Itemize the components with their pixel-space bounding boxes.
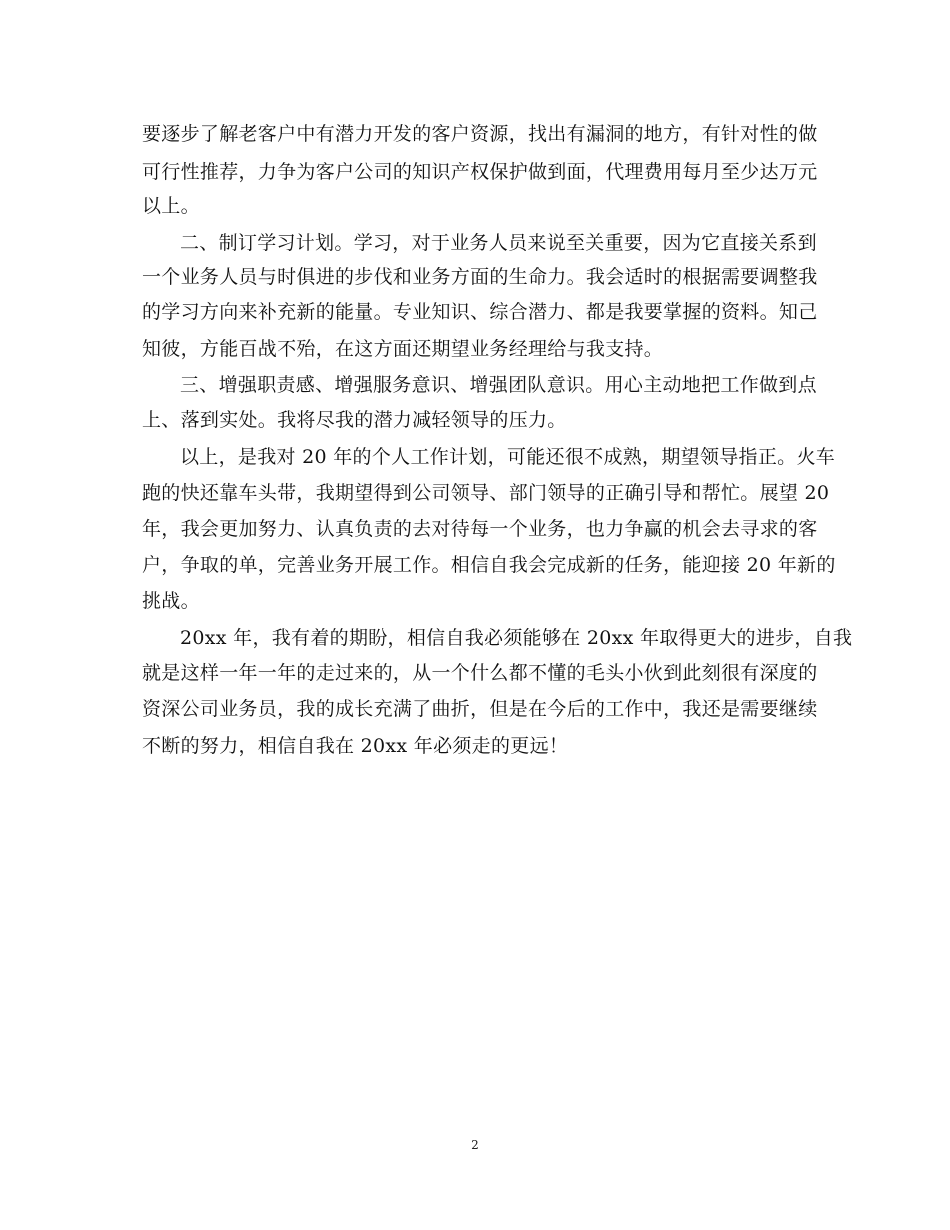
text-line: 挑战。 <box>142 590 200 612</box>
text-line: 要逐步了解老客户中有潜力开发的客户资源，找出有漏洞的地方，有针对性的做 <box>142 123 818 145</box>
text-line: 可行性推荐，力争为客户公司的知识产权保护做到面，代理费用每月至少达万元 <box>142 161 818 183</box>
text-line: 知彼，方能百战不殆，在这方面还期望业务经理给与我支持。 <box>142 338 664 360</box>
text-line: 资深公司业务员，我的成长充满了曲折，但是在今后的工作中，我还是需要继续 <box>142 698 818 720</box>
text-line: 户，争取的单，完善业务开展工作。相信自我会完成新的任务，能迎接 20 年新的 <box>142 554 836 576</box>
text-line: 跑的快还靠车头带，我期望得到公司领导、部门领导的正确引导和帮忙。展望 20 <box>142 482 830 504</box>
page-number: 2 <box>471 1138 479 1152</box>
text-line: 上、落到实处。我将尽我的潜力减轻领导的压力。 <box>142 409 567 431</box>
text-line: 以上，是我对 20 年的个人工作计划，可能还很不成熟，期望领导指正。火车 <box>180 446 836 468</box>
text-line: 以上。 <box>142 195 200 217</box>
text-line: 20xx 年，我有着的期盼，相信自我必须能够在 20xx 年取得更大的进步，自我 <box>180 627 853 649</box>
text-line: 一个业务人员与时俱进的步伐和业务方面的生命力。我会适时的根据需要调整我 <box>142 266 818 288</box>
text-line: 年，我会更加努力、认真负责的去对待每一个业务，也力争赢的机会去寻求的客 <box>142 518 818 540</box>
text-line: 的学习方向来补充新的能量。专业知识、综合潜力、都是我要掌握的资料。知己 <box>142 301 818 323</box>
text-line: 二、制订学习计划。学习，对于业务人员来说至关重要，因为它直接关系到 <box>180 232 817 254</box>
text-line: 不断的努力，相信自我在 20xx 年必须走的更远！ <box>142 735 569 757</box>
text-line: 就是这样一年一年的走过来的，从一个什么都不懂的毛头小伙到此刻很有深度的 <box>142 662 818 684</box>
text-line: 三、增强职责感、增强服务意识、增强团队意识。用心主动地把工作做到点 <box>180 374 817 396</box>
